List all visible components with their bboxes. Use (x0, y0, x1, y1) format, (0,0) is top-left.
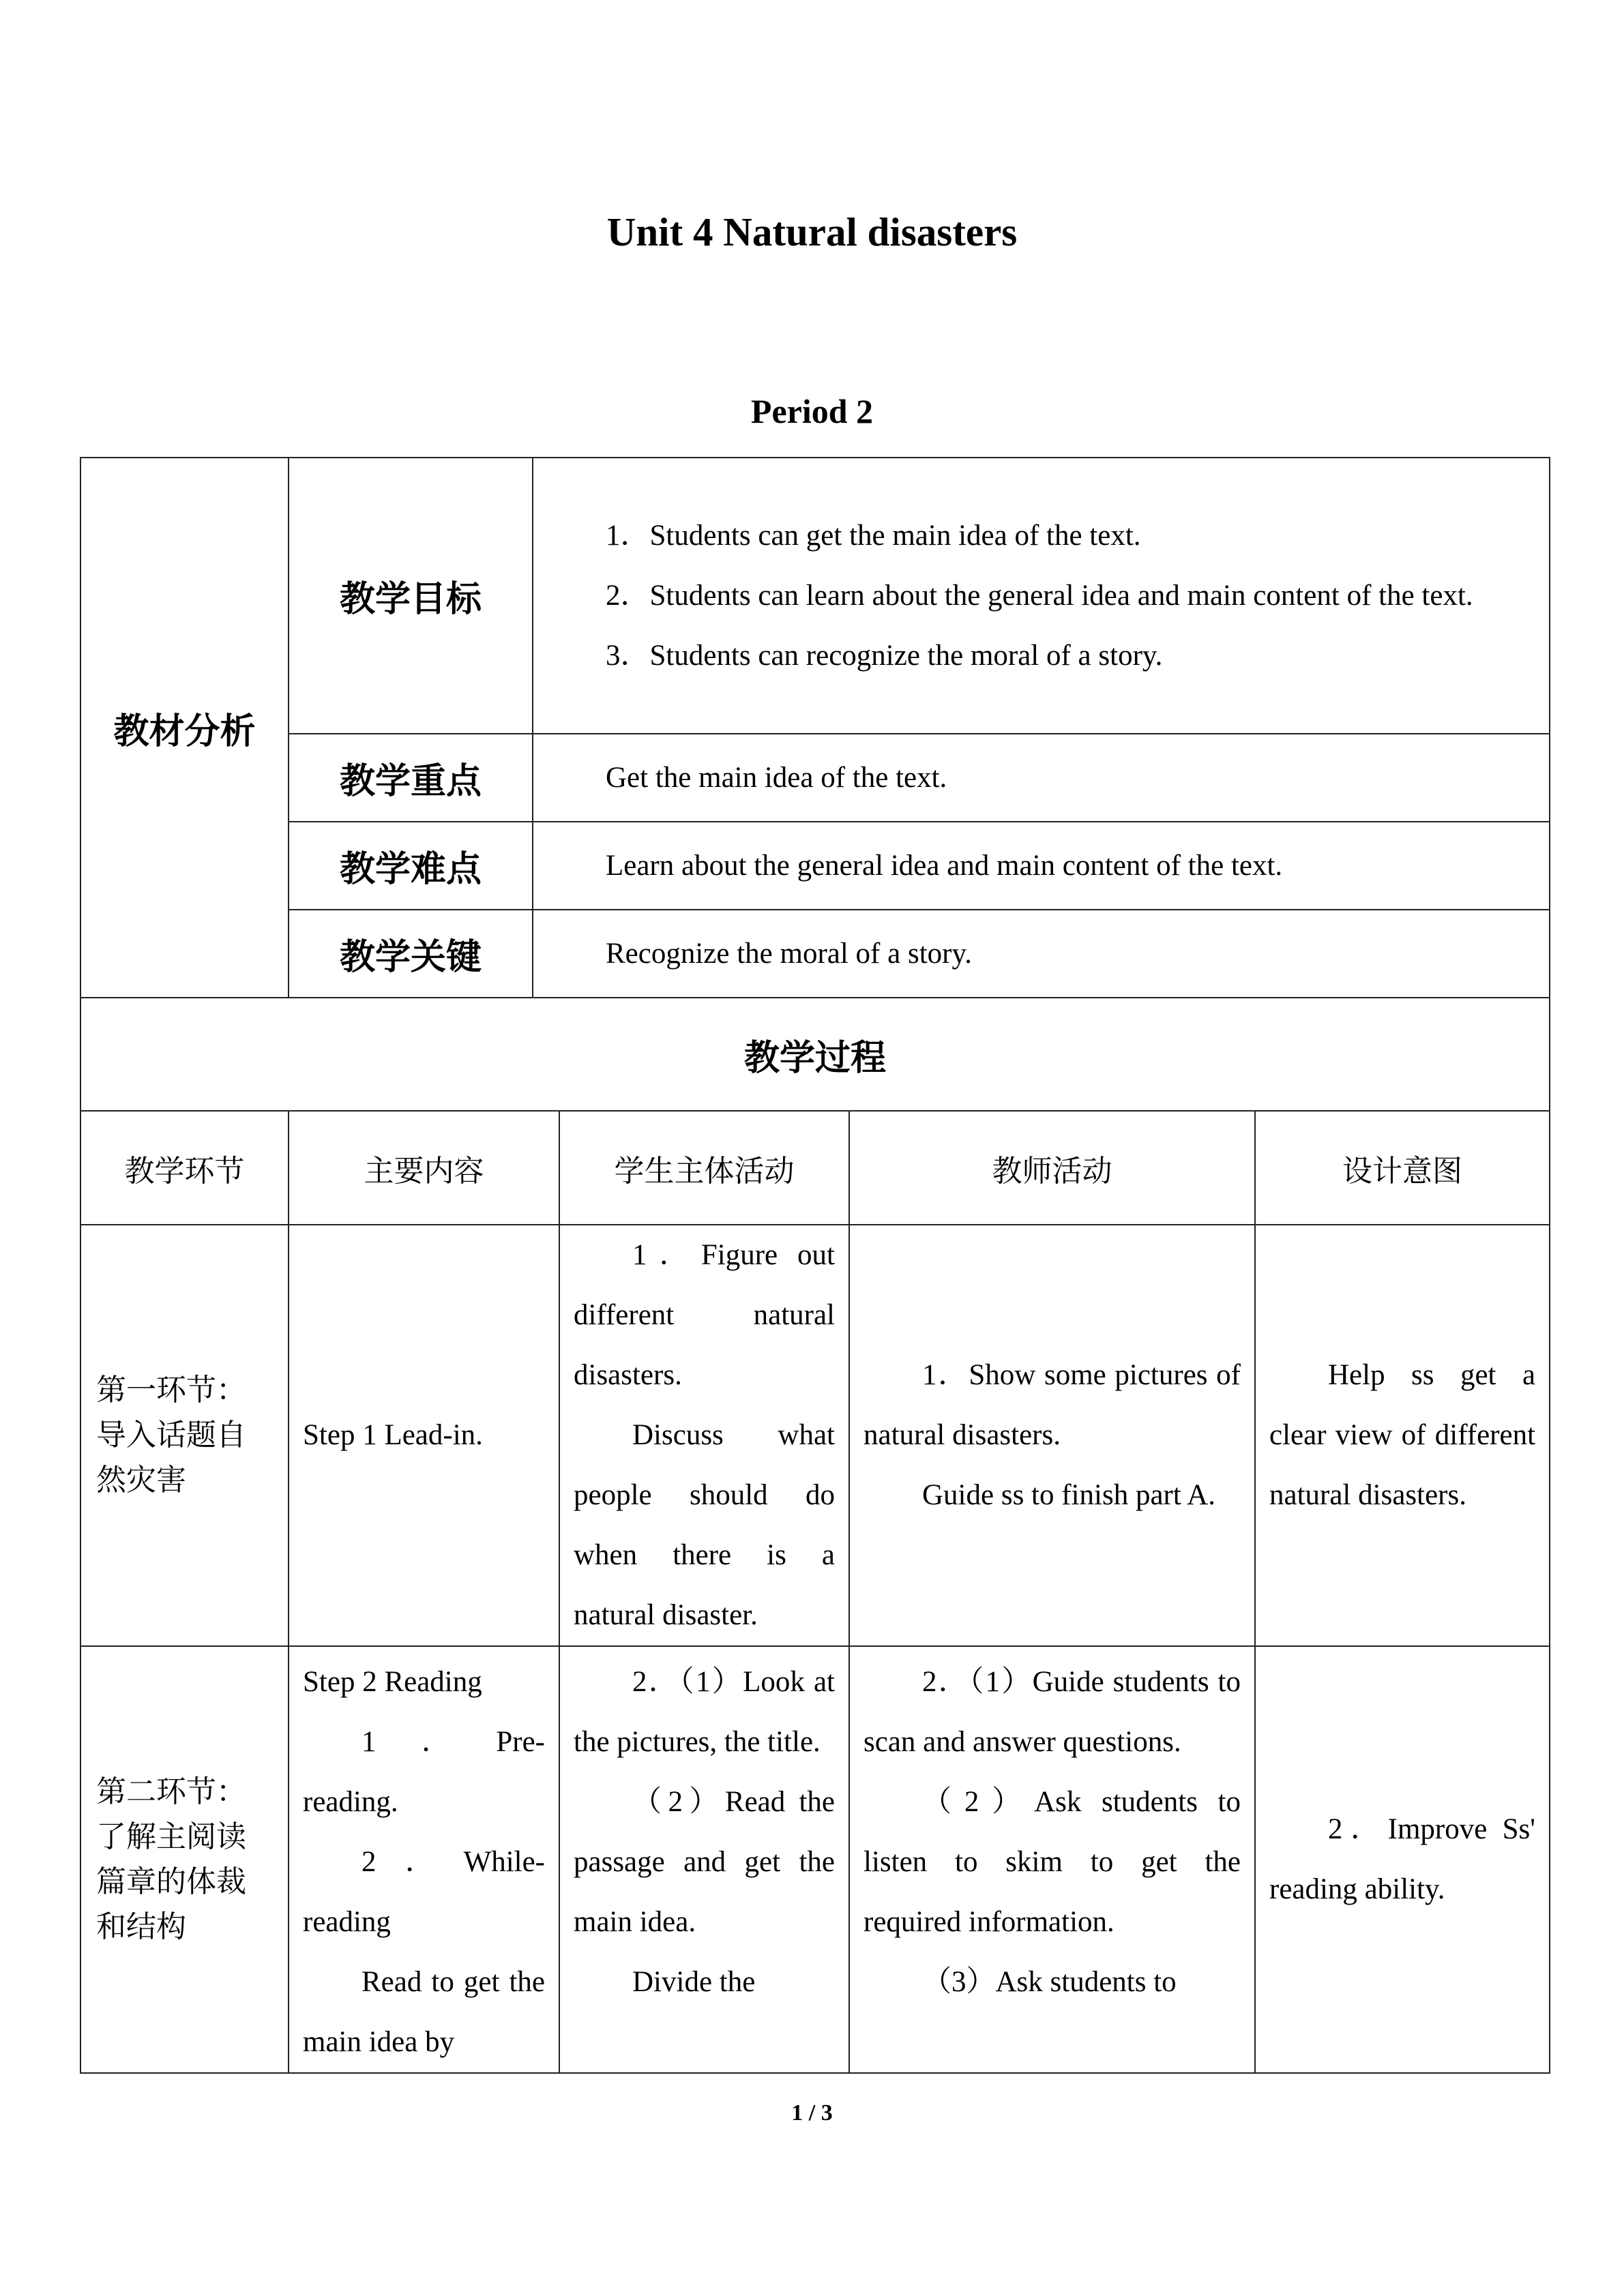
analysis-label: 教材分析 (80, 458, 289, 998)
objectives-label: 教学目标 (289, 458, 533, 734)
header-teacher: 教师活动 (849, 1111, 1255, 1225)
teacher-line: Guide ss to finish part A. (922, 1479, 1215, 1511)
content-line: 1．Pre-reading. (303, 1726, 545, 1818)
difficulty-label: 教学难点 (289, 822, 533, 910)
process-title: 教学过程 (80, 998, 1550, 1111)
key-content (533, 734, 1550, 822)
teacher-line: 1．Show some pictures of natural disasters. (863, 1359, 1241, 1451)
key-label: 教学重点 (289, 734, 533, 822)
header-student: 学生主体活动 (559, 1111, 849, 1225)
objective-item: 2．Students can learn about the general idea and main content of the text. (606, 579, 1473, 612)
stage-1: 第一环节：导入话题自然灾害 (80, 1225, 289, 1646)
teacher-1 (849, 1225, 1255, 1646)
purpose-line: Help ss get a clear view of different natural disasters. (1269, 1359, 1536, 1511)
difficulty-content (533, 822, 1550, 910)
student-1 (559, 1225, 849, 1646)
difficulty-text: Learn about the general idea and main content of the text. (606, 849, 1283, 882)
key-text: Get the main idea of the text. (606, 761, 947, 794)
student-line: 2．（1）Look at the pictures, the title. (574, 1666, 835, 1758)
content-line: Step 2 Reading (303, 1666, 482, 1698)
objective-item: 1．Students can get the main idea of the text. (606, 519, 1141, 552)
header-purpose: 设计意图 (1255, 1111, 1550, 1225)
purpose-1 (1255, 1225, 1550, 1646)
header-stage: 教学环节 (80, 1111, 289, 1225)
content-2 (289, 1646, 559, 2073)
student-2 (559, 1646, 849, 2073)
student-line: （2）Read the passage and get the main idea. (574, 1786, 835, 1938)
objectives-content (533, 458, 1550, 734)
page-number: 1 / 3 (791, 2100, 833, 2126)
teacher-line: （3）Ask students to (922, 1966, 1177, 1998)
content-line: Read to get the main idea by (303, 1966, 545, 2058)
period-heading: Period 2 (750, 392, 874, 430)
purpose-2 (1255, 1646, 1550, 2073)
header-content: 主要内容 (289, 1111, 559, 1225)
student-line: 1．Figure out different natural disasters. (574, 1239, 835, 1391)
crux-text: Recognize the moral of a story. (606, 937, 972, 970)
lesson-plan-table (80, 457, 1550, 2074)
teacher-line: 2．（1）Guide students to scan and answer questions. (863, 1666, 1241, 1758)
crux-content (533, 910, 1550, 998)
objective-item: 3．Students can recognize the moral of a story. (606, 639, 1163, 672)
crux-label: 教学关键 (289, 910, 533, 998)
purpose-line: 2．Improve Ss' reading ability. (1269, 1813, 1536, 1905)
student-line: Discuss what people should do when there is a natural disaster. (574, 1419, 835, 1631)
stage-2: 第二环节：了解主阅读篇章的体裁和结构 (80, 1646, 289, 2073)
content-line: 2．While-reading (303, 1846, 545, 1938)
teacher-2 (849, 1646, 1255, 2073)
document-title: Unit 4 Natural disasters (606, 209, 1018, 254)
teacher-line: （2）Ask students to listen to skim to get the required information. (863, 1786, 1241, 1938)
student-line: Divide the (632, 1966, 756, 1998)
content-line: Step 1 Lead-in. (303, 1419, 483, 1451)
content-1 (289, 1225, 559, 1646)
